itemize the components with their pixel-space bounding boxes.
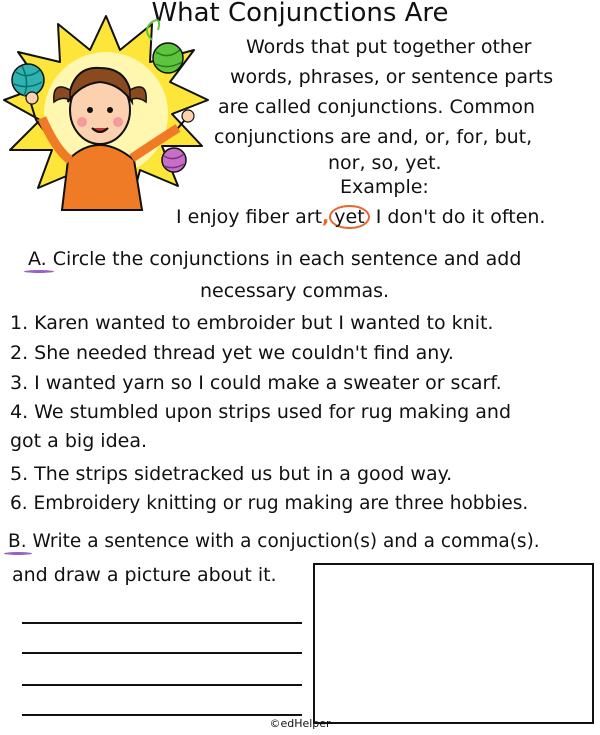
yarn-ball-teal-icon bbox=[12, 64, 44, 96]
example-circled-conjunction: yet bbox=[329, 205, 369, 229]
section-b-instruction-1: Write a sentence with a conjuction(s) and a comma(s). bbox=[32, 531, 540, 552]
section-a-instruction-2: necessary commas. bbox=[200, 280, 390, 302]
section-b-instruction-2: and draw a picture about it. bbox=[12, 564, 277, 586]
section-a-instruction bbox=[28, 248, 521, 270]
list-item: 1. Karen wanted to embroider but I wanted to knit. bbox=[10, 312, 494, 334]
list-item: 6. Embroidery knitting or rug making are three hobbies. bbox=[10, 493, 529, 514]
example-after: I don't do it often. bbox=[369, 206, 546, 228]
writing-line[interactable] bbox=[22, 622, 302, 624]
page-title: What Conjunctions Are bbox=[151, 0, 449, 28]
example-label: Example: bbox=[340, 176, 429, 198]
list-item: 2. She needed thread yet we couldn't find any. bbox=[10, 342, 454, 364]
intro-line-5: nor, so, yet. bbox=[328, 152, 442, 174]
list-item: got a big idea. bbox=[10, 430, 148, 452]
intro-line-3: are called conjunctions. Common bbox=[218, 96, 536, 118]
section-b-underline bbox=[4, 552, 32, 555]
example-added-comma: , bbox=[322, 206, 330, 228]
section-b-label: B. bbox=[8, 531, 27, 552]
drawing-box[interactable] bbox=[313, 563, 594, 724]
girl-with-yarn-illustration bbox=[2, 10, 210, 212]
intro-line-4: conjunctions are and, or, for, but, bbox=[214, 126, 533, 148]
example-before: I enjoy fiber art bbox=[176, 206, 323, 228]
intro-line-2: words, phrases, or sentence parts bbox=[230, 66, 554, 88]
list-item: 3. I wanted yarn so I could make a sweater or scarf. bbox=[10, 372, 502, 394]
intro-line-1: Words that put together other bbox=[246, 36, 532, 58]
yarn-ball-purple-icon bbox=[162, 148, 186, 172]
section-a-underline bbox=[24, 270, 54, 273]
writing-line[interactable] bbox=[22, 684, 302, 686]
writing-line[interactable] bbox=[22, 714, 302, 716]
example-sentence bbox=[176, 205, 545, 229]
list-item: 5. The strips sidetracked us but in a good way. bbox=[10, 463, 453, 485]
list-item: 4. We stumbled upon strips used for rug making and bbox=[10, 401, 512, 423]
writing-line[interactable] bbox=[22, 652, 302, 654]
section-a-instruction-1: Circle the conjunctions in each sentence and add bbox=[52, 248, 522, 270]
section-b-instruction bbox=[8, 531, 540, 552]
copyright-text: ©edHelper bbox=[269, 717, 331, 730]
section-a-label: A. bbox=[28, 248, 47, 270]
